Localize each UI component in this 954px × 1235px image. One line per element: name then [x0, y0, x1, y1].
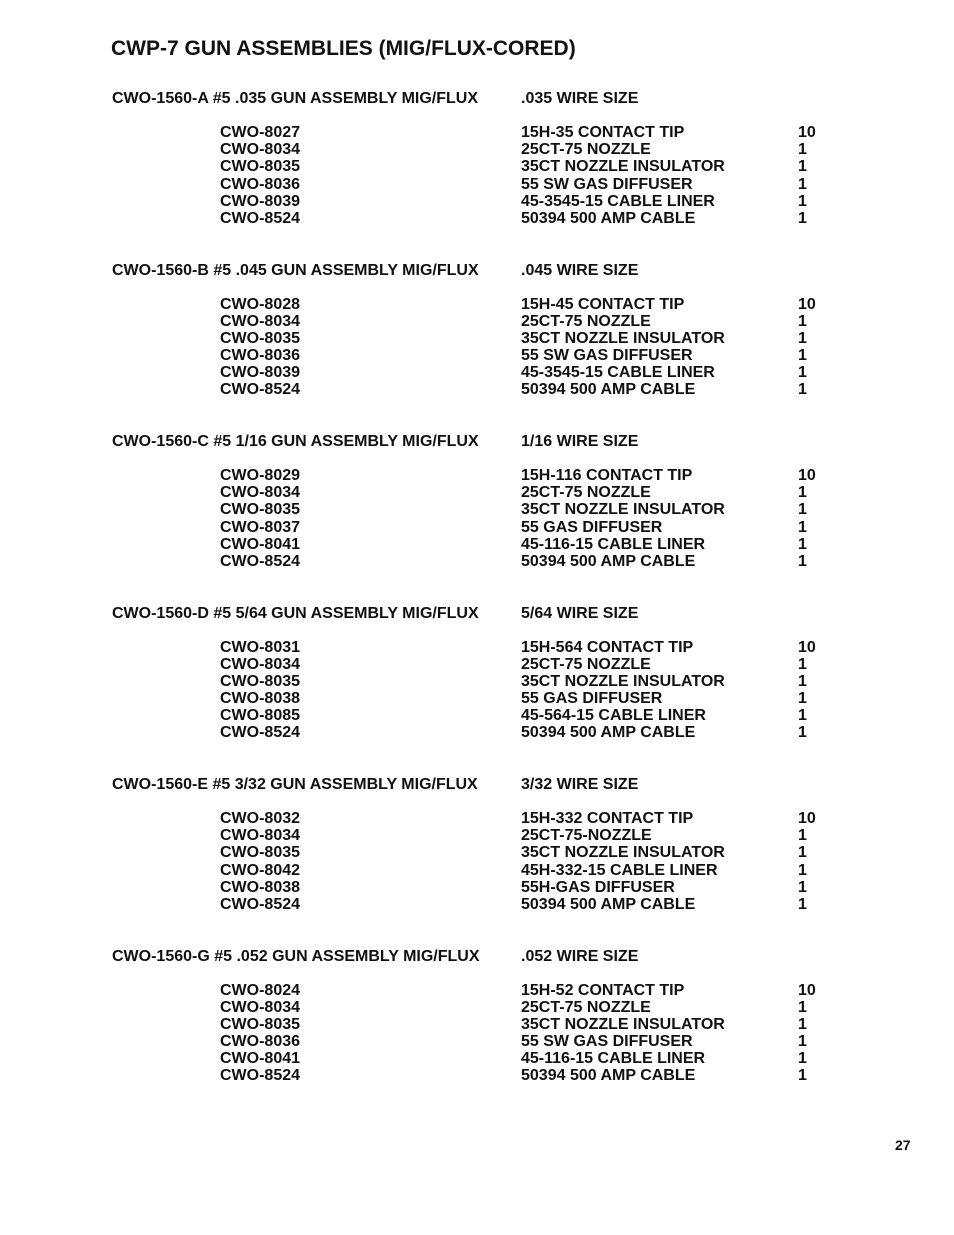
- part-number: CWO-8032: [220, 810, 301, 827]
- part-row: [0, 347, 954, 364]
- part-quantity: 1: [798, 158, 807, 176]
- assembly-header: [0, 90, 954, 110]
- part-quantity: 1: [798, 861, 807, 879]
- part-description: 25CT-75 NOZZLE: [521, 655, 651, 673]
- assembly-header: [0, 948, 954, 968]
- part-description: 45-3545-15 CABLE LINER: [521, 364, 715, 382]
- parts-list: [0, 982, 954, 1085]
- part-description: 35CT NOZZLE INSULATOR: [521, 158, 725, 176]
- part-row: [0, 536, 954, 553]
- assembly-name: CWO-1560-A #5 .035 GUN ASSEMBLY MIG/FLUX: [112, 90, 479, 107]
- part-quantity: 10: [798, 124, 816, 141]
- part-number: CWO-8034: [220, 655, 301, 673]
- part-number: CWO-8036: [220, 1033, 301, 1051]
- part-description: 25CT-75 NOZZLE: [521, 312, 651, 330]
- part-row: [0, 673, 954, 690]
- part-description: 35CT NOZZLE INSULATOR: [521, 672, 725, 690]
- part-quantity: 1: [798, 141, 807, 159]
- part-number: CWO-8027: [220, 124, 301, 141]
- assembly-name: CWO-1560-C #5 1/16 GUN ASSEMBLY MIG/FLUX: [112, 433, 479, 450]
- part-description: 15H-332 CONTACT TIP: [521, 810, 694, 827]
- part-number: CWO-8038: [220, 690, 301, 708]
- part-number: CWO-8039: [220, 364, 301, 382]
- part-row: [0, 158, 954, 175]
- part-row: [0, 381, 954, 398]
- part-row: [0, 1033, 954, 1050]
- part-row: [0, 879, 954, 896]
- part-row: [0, 810, 954, 827]
- part-row: [0, 141, 954, 158]
- part-description: 55H-GAS DIFFUSER: [521, 878, 675, 896]
- part-quantity: 1: [798, 690, 807, 708]
- part-number: CWO-8038: [220, 878, 301, 896]
- part-quantity: 1: [798, 312, 807, 330]
- parts-list: [0, 124, 954, 227]
- part-description: 50394 500 AMP CABLE: [521, 209, 696, 227]
- part-number: CWO-8035: [220, 844, 301, 862]
- part-number: CWO-8029: [220, 467, 301, 484]
- part-row: [0, 1016, 954, 1033]
- wire-size: 3/32 WIRE SIZE: [521, 776, 639, 793]
- part-description: 45-564-15 CABLE LINER: [521, 707, 706, 725]
- part-description: 25CT-75-NOZZLE: [521, 827, 652, 845]
- assembly-name: CWO-1560-B #5 .045 GUN ASSEMBLY MIG/FLUX: [112, 261, 479, 279]
- part-number: CWO-8035: [220, 1015, 301, 1033]
- parts-list: [0, 467, 954, 570]
- part-number: CWO-8037: [220, 518, 301, 536]
- part-row: [0, 844, 954, 861]
- part-number: CWO-8034: [220, 312, 301, 330]
- part-description: 15H-52 CONTACT TIP: [521, 981, 685, 999]
- part-row: [0, 210, 954, 227]
- part-number: CWO-8524: [220, 1067, 301, 1085]
- assembly-name: CWO-1560-G #5 .052 GUN ASSEMBLY MIG/FLUX: [112, 947, 480, 965]
- page-number: 27: [895, 1137, 911, 1153]
- part-number: CWO-8524: [220, 895, 301, 913]
- part-quantity: 1: [798, 329, 807, 347]
- parts-list: [0, 296, 954, 399]
- part-number: CWO-8028: [220, 295, 301, 313]
- part-description: 45-116-15 CABLE LINER: [521, 1050, 706, 1068]
- wire-size: .035 WIRE SIZE: [521, 90, 639, 107]
- part-quantity: 10: [798, 981, 816, 999]
- part-row: [0, 707, 954, 724]
- part-quantity: 1: [798, 1033, 807, 1051]
- part-description: 50394 500 AMP CABLE: [521, 724, 696, 742]
- part-row: [0, 330, 954, 347]
- part-number: CWO-8085: [220, 707, 301, 725]
- part-description: 15H-45 CONTACT TIP: [521, 295, 685, 313]
- part-row: [0, 999, 954, 1016]
- part-quantity: 1: [798, 501, 807, 519]
- wire-size: 1/16 WIRE SIZE: [521, 433, 639, 450]
- part-number: CWO-8034: [220, 141, 301, 159]
- part-number: CWO-8036: [220, 175, 301, 193]
- part-description: 50394 500 AMP CABLE: [521, 381, 696, 399]
- part-description: 25CT-75 NOZZLE: [521, 998, 651, 1016]
- part-quantity: 10: [798, 295, 816, 313]
- part-description: 15H-35 CONTACT TIP: [521, 124, 685, 141]
- part-row: [0, 896, 954, 913]
- part-row: [0, 553, 954, 570]
- part-quantity: 1: [798, 518, 807, 536]
- part-row: [0, 862, 954, 879]
- part-quantity: 1: [798, 209, 807, 227]
- part-row: [0, 1050, 954, 1067]
- assembly-name: CWO-1560-D #5 5/64 GUN ASSEMBLY MIG/FLUX: [112, 604, 479, 622]
- part-row: [0, 364, 954, 381]
- part-description: 25CT-75 NOZZLE: [521, 141, 651, 159]
- part-description: 55 SW GAS DIFFUSER: [521, 1033, 693, 1051]
- part-quantity: 1: [798, 672, 807, 690]
- part-quantity: 1: [798, 998, 807, 1016]
- part-number: CWO-8035: [220, 501, 301, 519]
- part-number: CWO-8034: [220, 998, 301, 1016]
- part-description: 35CT NOZZLE INSULATOR: [521, 1015, 725, 1033]
- part-number: CWO-8035: [220, 329, 301, 347]
- part-quantity: 1: [798, 192, 807, 210]
- part-description: 45H-332-15 CABLE LINER: [521, 861, 718, 879]
- part-quantity: 1: [798, 1067, 807, 1085]
- part-row: [0, 639, 954, 656]
- part-row: [0, 193, 954, 210]
- part-quantity: 1: [798, 844, 807, 862]
- part-description: 55 SW GAS DIFFUSER: [521, 347, 693, 365]
- part-row: [0, 124, 954, 141]
- part-quantity: 1: [798, 827, 807, 845]
- part-row: [0, 724, 954, 741]
- assembly-header: [0, 433, 954, 453]
- part-row: [0, 519, 954, 536]
- wire-size: 5/64 WIRE SIZE: [521, 604, 639, 622]
- part-quantity: 10: [798, 810, 816, 827]
- assembly-header: [0, 605, 954, 625]
- part-quantity: 1: [798, 381, 807, 399]
- part-number: CWO-8036: [220, 347, 301, 365]
- part-description: 50394 500 AMP CABLE: [521, 895, 696, 913]
- part-row: [0, 501, 954, 518]
- assembly-name: CWO-1560-E #5 3/32 GUN ASSEMBLY MIG/FLUX: [112, 776, 478, 793]
- part-quantity: 1: [798, 878, 807, 896]
- part-quantity: 1: [798, 552, 807, 570]
- part-number: CWO-8524: [220, 381, 301, 399]
- part-description: 45-3545-15 CABLE LINER: [521, 192, 715, 210]
- part-quantity: 1: [798, 347, 807, 365]
- part-description: 35CT NOZZLE INSULATOR: [521, 844, 725, 862]
- part-number: CWO-8024: [220, 981, 301, 999]
- part-number: CWO-8041: [220, 535, 301, 553]
- part-row: [0, 827, 954, 844]
- assembly-header: [0, 776, 954, 796]
- part-row: [0, 982, 954, 999]
- part-number: CWO-8034: [220, 827, 301, 845]
- part-description: 25CT-75 NOZZLE: [521, 484, 651, 502]
- part-number: CWO-8034: [220, 484, 301, 502]
- part-number: CWO-8041: [220, 1050, 301, 1068]
- part-row: [0, 1067, 954, 1084]
- part-row: [0, 296, 954, 313]
- part-description: 15H-564 CONTACT TIP: [521, 638, 694, 656]
- part-number: CWO-8035: [220, 158, 301, 176]
- part-row: [0, 313, 954, 330]
- part-description: 55 GAS DIFFUSER: [521, 690, 663, 708]
- part-quantity: 1: [798, 655, 807, 673]
- part-quantity: 1: [798, 724, 807, 742]
- part-row: [0, 690, 954, 707]
- part-number: CWO-8035: [220, 672, 301, 690]
- part-number: CWO-8042: [220, 861, 301, 879]
- page-title: CWP-7 GUN ASSEMBLIES (MIG/FLUX-CORED): [111, 37, 576, 60]
- part-quantity: 10: [798, 638, 816, 656]
- part-number: CWO-8524: [220, 724, 301, 742]
- part-quantity: 1: [798, 1050, 807, 1068]
- part-quantity: 1: [798, 175, 807, 193]
- part-quantity: 10: [798, 467, 816, 484]
- assembly-header: [0, 262, 954, 282]
- part-number: CWO-8031: [220, 638, 301, 656]
- part-description: 35CT NOZZLE INSULATOR: [521, 329, 725, 347]
- part-row: [0, 656, 954, 673]
- part-number: CWO-8524: [220, 209, 301, 227]
- part-description: 50394 500 AMP CABLE: [521, 1067, 696, 1085]
- part-row: [0, 176, 954, 193]
- parts-list: [0, 810, 954, 913]
- part-quantity: 1: [798, 1015, 807, 1033]
- part-description: 50394 500 AMP CABLE: [521, 552, 696, 570]
- part-quantity: 1: [798, 707, 807, 725]
- part-row: [0, 484, 954, 501]
- part-quantity: 1: [798, 364, 807, 382]
- part-description: 45-116-15 CABLE LINER: [521, 535, 706, 553]
- part-description: 55 SW GAS DIFFUSER: [521, 175, 693, 193]
- part-quantity: 1: [798, 895, 807, 913]
- wire-size: .052 WIRE SIZE: [521, 947, 639, 965]
- part-quantity: 1: [798, 535, 807, 553]
- part-quantity: 1: [798, 484, 807, 502]
- wire-size: .045 WIRE SIZE: [521, 261, 639, 279]
- part-row: [0, 467, 954, 484]
- part-description: 55 GAS DIFFUSER: [521, 518, 663, 536]
- part-description: 15H-116 CONTACT TIP: [521, 467, 693, 484]
- part-number: CWO-8039: [220, 192, 301, 210]
- part-number: CWO-8524: [220, 552, 301, 570]
- parts-list: [0, 639, 954, 742]
- part-description: 35CT NOZZLE INSULATOR: [521, 501, 725, 519]
